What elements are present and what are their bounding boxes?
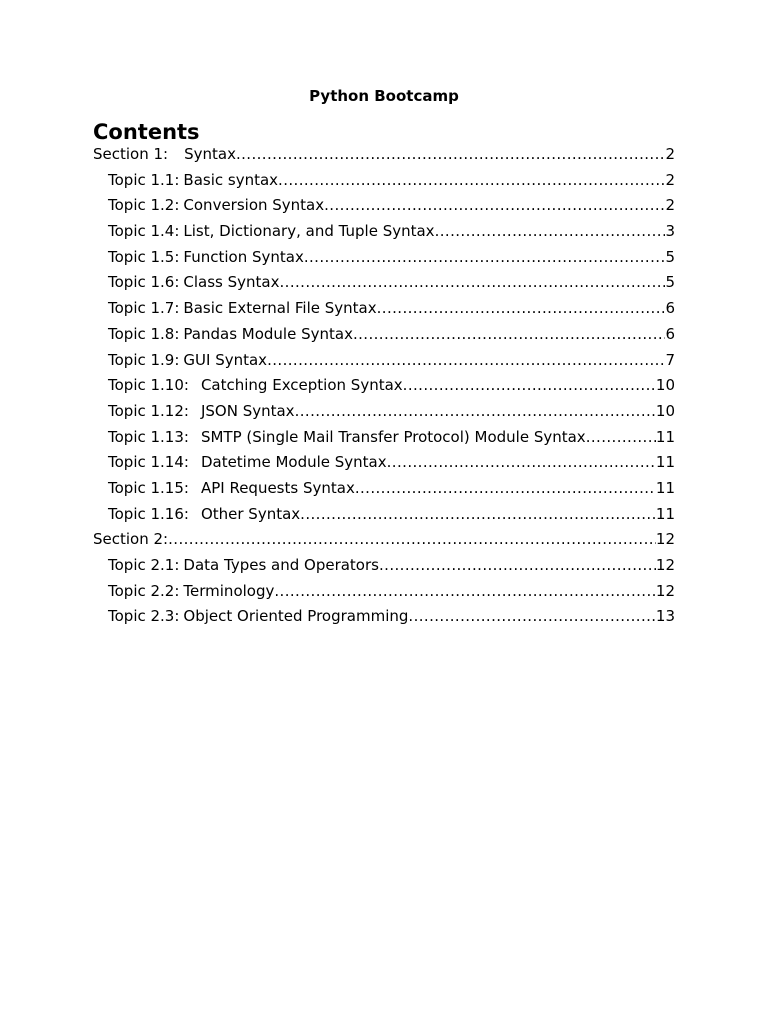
toc-page-number: 2 — [665, 170, 675, 189]
toc-entry-title: Terminology — [183, 581, 275, 600]
toc-entry-title: Basic External File Syntax — [183, 299, 377, 318]
toc-entry[interactable] — [93, 296, 675, 322]
toc-entry-title: Object Oriented Programming — [183, 607, 409, 626]
toc-entry-number: Topic 1.8: — [108, 324, 180, 343]
toc-page-number: 12 — [655, 530, 675, 549]
toc-entry-number: Section 2: — [93, 530, 169, 549]
toc-dot-leader — [379, 553, 656, 579]
toc-entry-text — [108, 425, 586, 451]
toc-entry[interactable] — [93, 373, 675, 399]
toc-entry-text — [108, 502, 300, 528]
toc-page-number: 6 — [665, 299, 675, 318]
toc-page-number: 13 — [655, 607, 675, 626]
toc-entry-title: SMTP (Single Mail Transfer Protocol) Module Syntax — [200, 427, 586, 446]
toc-page-number: 10 — [655, 401, 675, 420]
toc-dot-leader — [435, 219, 666, 245]
toc-entry-number: Topic 1.12: — [108, 401, 189, 420]
toc-page-number: 2 — [665, 145, 675, 163]
toc-entry-text — [108, 193, 324, 219]
toc-entry-title: Datetime Module Syntax — [200, 453, 387, 472]
toc-entry-number: Topic 2.1: — [108, 556, 180, 574]
document-title: Python Bootcamp — [309, 87, 459, 105]
toc-dot-leader — [267, 348, 665, 374]
toc-dot-leader — [355, 476, 656, 502]
toc-entry-title: Catching Exception Syntax — [200, 376, 403, 395]
toc-dot-leader — [586, 425, 656, 451]
toc-entry-title: API Requests Syntax — [200, 478, 355, 497]
toc-entry-title: Syntax — [184, 145, 236, 163]
toc-entry[interactable] — [93, 399, 675, 425]
toc-entry-text — [108, 296, 377, 322]
toc-entry[interactable] — [93, 245, 675, 271]
toc-entry-text — [108, 245, 304, 271]
toc-entry[interactable] — [93, 450, 675, 476]
toc-entry[interactable] — [93, 502, 675, 528]
toc-entry-title: Basic syntax — [183, 170, 279, 189]
toc-entry[interactable] — [93, 168, 675, 194]
toc-entry[interactable] — [93, 476, 675, 502]
toc-entry-title: Conversion Syntax — [183, 196, 325, 215]
toc-dot-leader — [274, 579, 656, 605]
toc-entry-number: Topic 1.2: — [108, 196, 180, 215]
toc-entry-number: Topic 2.2: — [108, 581, 180, 600]
toc-entry-number: Topic 2.3: — [108, 607, 180, 626]
toc-entry[interactable] — [93, 142, 675, 168]
toc-page-number: 2 — [665, 196, 675, 215]
toc-entry[interactable] — [93, 553, 675, 579]
toc-dot-leader — [403, 373, 656, 399]
toc-dot-leader — [377, 296, 666, 322]
toc-dot-leader — [353, 322, 666, 348]
toc-entry-title: List, Dictionary, and Tuple Syntax — [183, 222, 435, 241]
toc-dot-leader — [408, 604, 656, 630]
toc-entry-number: Topic 1.14: — [108, 453, 189, 472]
toc-entry-number: Topic 1.5: — [108, 247, 180, 266]
toc-entry-text — [108, 399, 295, 425]
toc-entry-text — [108, 604, 408, 630]
toc-entry-text — [93, 142, 236, 168]
toc-entry[interactable] — [93, 270, 675, 296]
toc-entry-title: GUI Syntax — [183, 350, 268, 369]
toc-page-number: 7 — [665, 350, 675, 369]
toc-dot-leader — [278, 168, 665, 194]
toc-page-number: 3 — [665, 222, 675, 241]
toc-entry-number: Topic 1.6: — [108, 273, 180, 292]
toc-entry[interactable] — [93, 579, 675, 605]
toc-entry-number: Section 1: — [93, 145, 169, 163]
toc-entry-title: JSON Syntax — [200, 401, 295, 420]
toc-page-number: 11 — [655, 453, 675, 472]
toc-entry-text — [108, 579, 274, 605]
toc-entry-title: Data Types and Operators — [183, 556, 379, 574]
toc-page-number: 12 — [655, 581, 675, 600]
toc-dot-leader — [304, 245, 666, 271]
toc-entry-text — [93, 527, 168, 553]
toc-entry-number: Topic 1.9: — [108, 350, 180, 369]
toc-entry-title: Other Syntax — [200, 504, 301, 523]
toc-entry-title: Function Syntax — [183, 247, 304, 266]
toc-entry[interactable] — [93, 193, 675, 219]
toc-entry[interactable] — [93, 604, 675, 630]
toc-entry-text — [108, 322, 353, 348]
toc-entry-number: Topic 1.16: — [108, 504, 189, 523]
toc-dot-leader — [300, 502, 656, 528]
toc-entry-text — [108, 373, 403, 399]
toc-dot-leader — [168, 527, 656, 553]
toc-entry-number: Topic 1.13: — [108, 427, 189, 446]
toc-dot-leader — [280, 270, 666, 296]
toc-entry-number: Topic 1.4: — [108, 222, 180, 241]
toc-page-number: 6 — [665, 324, 675, 343]
toc-entry-title: Pandas Module Syntax — [183, 324, 353, 343]
toc-page-number: 11 — [655, 478, 675, 497]
toc-entry-number: Topic 1.1: — [108, 170, 180, 189]
toc-entry[interactable] — [93, 425, 675, 451]
toc-entry-number: Topic 1.7: — [108, 299, 180, 318]
toc-dot-leader — [236, 142, 665, 168]
toc-entry-number: Topic 1.10: — [108, 376, 189, 395]
toc-entry-text — [108, 219, 435, 245]
toc-entry-text — [108, 348, 267, 374]
toc-dot-leader — [324, 193, 665, 219]
toc-page-number: 12 — [655, 556, 675, 574]
toc-dot-leader — [387, 450, 656, 476]
toc-entry[interactable] — [93, 527, 675, 553]
toc-entry[interactable] — [93, 322, 675, 348]
toc-entry-text — [108, 476, 355, 502]
toc-entry[interactable] — [93, 348, 675, 374]
table-of-contents — [93, 142, 675, 630]
toc-entry-text — [108, 450, 387, 476]
toc-entry-number: Topic 1.15: — [108, 478, 189, 497]
toc-entry-text — [108, 270, 280, 296]
toc-dot-leader — [295, 399, 656, 425]
toc-page-number: 5 — [665, 247, 675, 266]
toc-entry-text — [108, 553, 379, 579]
toc-page-number: 10 — [655, 376, 675, 395]
toc-entry[interactable] — [93, 219, 675, 245]
toc-page-number: 11 — [655, 504, 675, 523]
toc-entry-title: Class Syntax — [183, 273, 280, 292]
toc-page-number: 11 — [655, 427, 675, 446]
toc-entry-text — [108, 168, 278, 194]
toc-page-number: 5 — [665, 273, 675, 292]
toc-heading: Contents — [93, 120, 200, 144]
